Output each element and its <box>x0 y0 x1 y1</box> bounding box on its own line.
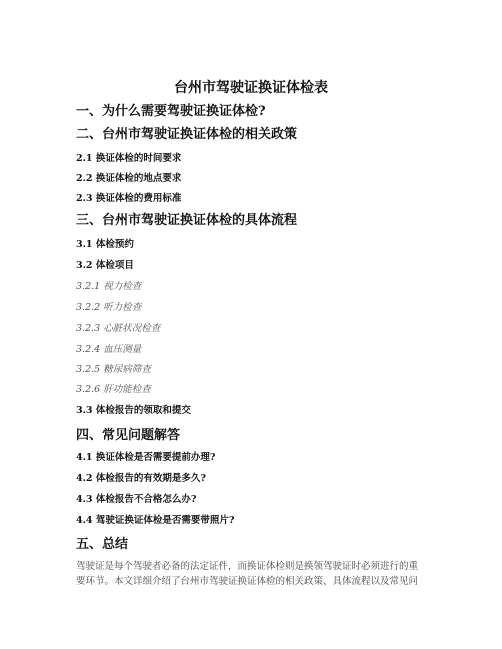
section-heading-faq: 四、常见问题解答 <box>76 428 181 443</box>
item-heading-hearing: 3.2.2 听力检查 <box>76 302 142 313</box>
document-title: 台州市驾驶证换证体检表 <box>174 80 328 96</box>
summary-line: 驾驶证是每个驾驶者必备的法定证件，而换证体检则是换领驾驶证时必须进行的重 <box>76 561 419 572</box>
section-heading-policy: 二、台州市驾驶证换证体检的相关政策 <box>76 127 298 142</box>
subsection-heading-report: 3.3 体检报告的领取和提交 <box>76 405 191 416</box>
section-heading-why: 一、为什么需要驾驶证换证体检? <box>76 104 266 119</box>
subsection-heading-fee: 2.3 换证体检的费用标准 <box>76 193 182 204</box>
item-heading-heart: 3.2.3 心脏状况检查 <box>76 323 161 334</box>
section-heading-summary: 五、总结 <box>76 537 129 552</box>
faq-heading-validity: 4.2 体检报告的有效期是多久? <box>76 473 206 484</box>
subsection-heading-appointment: 3.1 体检预约 <box>76 239 134 250</box>
item-heading-vision: 3.2.1 视力检查 <box>76 281 142 292</box>
item-heading-liver: 3.2.6 肝功能检查 <box>76 384 151 395</box>
item-heading-blood-pressure: 3.2.4 血压测量 <box>76 344 142 355</box>
summary-line: 要环节。本文详细介绍了台州市驾驶证换证体检的相关政策、具体流程以及常见问 <box>76 576 419 587</box>
faq-heading-advance: 4.1 换证体检是否需要提前办理? <box>76 452 216 463</box>
faq-heading-photo: 4.4 驾驶证换证体检是否需要带照片? <box>76 515 235 526</box>
subsection-heading-time: 2.1 换证体检的时间要求 <box>76 153 182 164</box>
section-heading-process: 三、台州市驾驶证换证体检的具体流程 <box>76 213 298 228</box>
subsection-heading-items: 3.2 体检项目 <box>76 260 134 271</box>
item-heading-diabetes: 3.2.5 糖尿病筛查 <box>76 364 151 375</box>
faq-heading-fail: 4.3 体检报告不合格怎么办? <box>76 494 197 505</box>
subsection-heading-location: 2.2 换证体检的地点要求 <box>76 173 182 184</box>
summary-paragraph <box>76 559 428 589</box>
